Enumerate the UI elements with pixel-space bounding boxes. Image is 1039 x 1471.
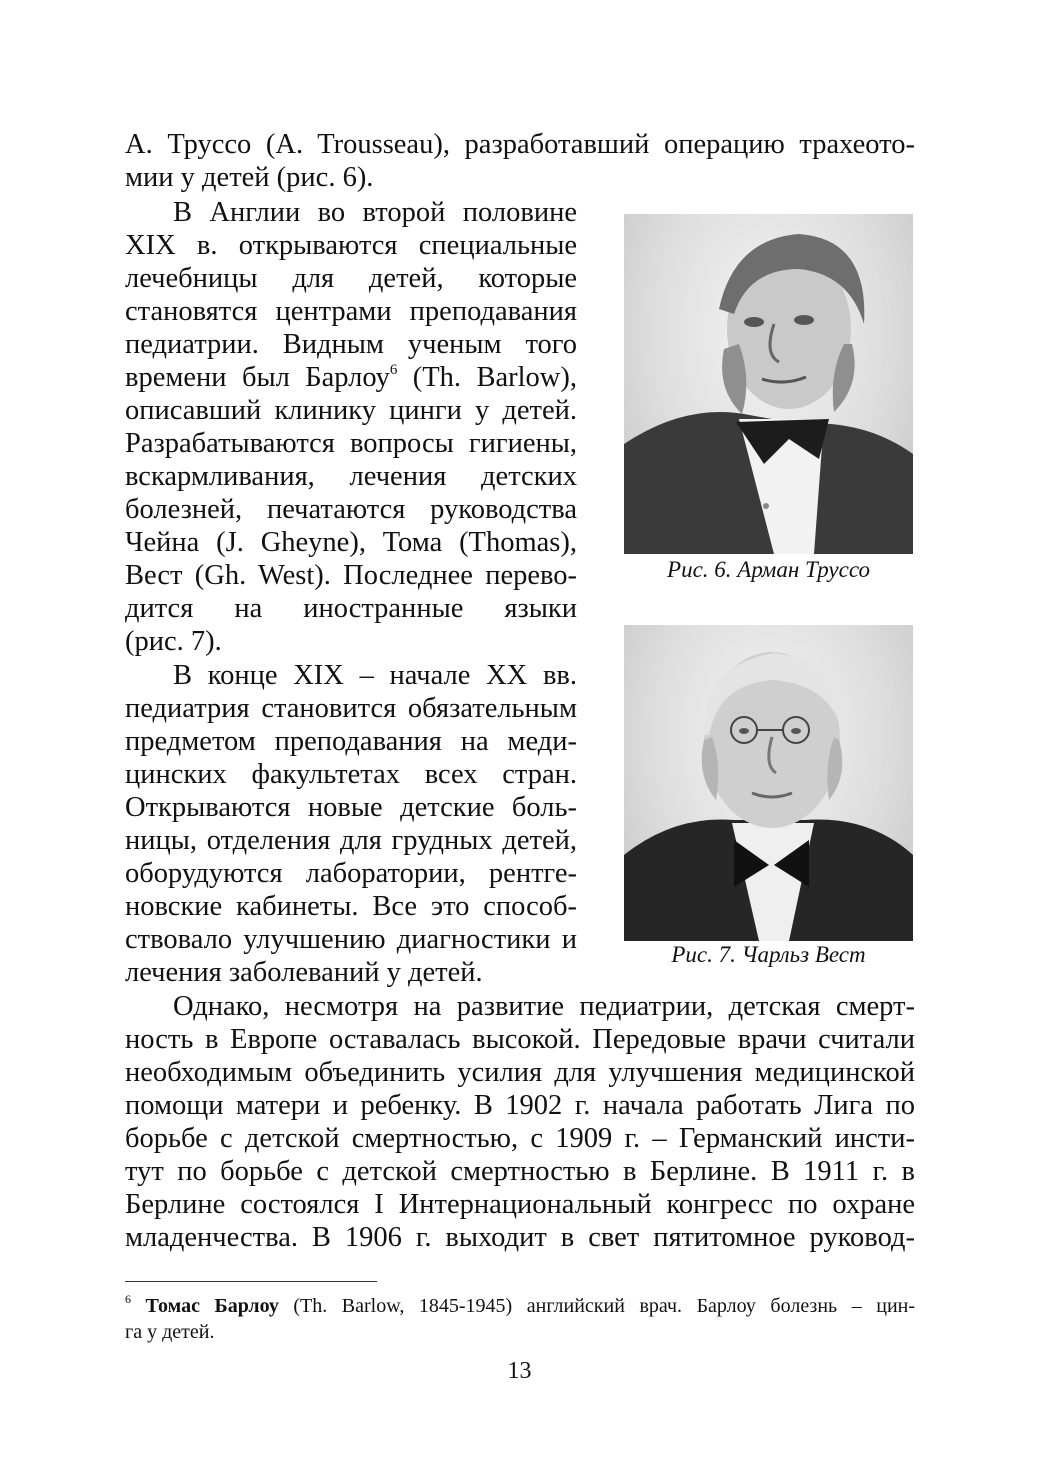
portrait-illustration — [624, 625, 913, 941]
text-line: необходимым объединить усилия для улучшения медицинской — [125, 1057, 915, 1088]
text-line — [125, 361, 577, 394]
text-line: тут по борьбе с детской смертностью в Берлине. В 1911 г. в — [125, 1156, 915, 1187]
text-line: Однако, несмотря на развитие педиатрии, детская смерт- — [173, 991, 915, 1022]
text-line: цинских факультетах всех стран. — [125, 759, 577, 790]
text-line: В Англии во второй половине — [173, 197, 577, 228]
text-line: ность в Европе оставалась высокой. Передовые врачи считали — [125, 1024, 915, 1055]
text-line: младенчества. В 1906 г. выходит в свет пятитомное руковод- — [125, 1222, 915, 1253]
text-line: Вест (Gh. West). Последнее перево- — [125, 560, 577, 591]
text-line: мии у детей (рис. 6). — [125, 162, 374, 193]
footnote-mark: 6 — [125, 1292, 131, 1306]
portrait-photo-west — [624, 625, 913, 941]
text-fragment: (Th. Barlow), — [397, 362, 577, 393]
text-line: вскармливания, лечения детских — [125, 461, 577, 492]
text-line: лечения заболеваний у детей. — [125, 957, 483, 988]
figure-6-caption: Рис. 6. Арман Труссо — [667, 557, 870, 582]
footnote-line: га у детей. — [125, 1321, 215, 1343]
text-line: борьбе с детской смертностью, с 1909 г. – Германский инсти- — [125, 1123, 915, 1154]
text-line: дится на иностранные языки — [125, 593, 577, 624]
footnote-separator — [125, 1281, 377, 1282]
text-fragment: времени был Барлоу — [125, 362, 390, 393]
text-line: описавший клинику цинги у детей. — [125, 395, 577, 426]
text-line: болезней, печатаются руководства — [125, 494, 577, 525]
footnote-reference: 6 — [389, 362, 398, 378]
text-line: XIX в. открываются специальные — [125, 230, 577, 261]
text-line: новские кабинеты. Все это способ- — [125, 891, 577, 922]
text-line: Открываются новые детские боль- — [125, 792, 577, 823]
footnote-text: (Th. Barlow, 1845-1945) английский врач. Барлоу болезнь – цин- — [278, 1295, 916, 1317]
text-line: оборудуются лаборатории, рентге- — [125, 858, 577, 889]
footnote-line — [125, 1293, 915, 1319]
text-line: ницы, отделения для грудных детей, — [125, 825, 577, 856]
text-line: предметом преподавания на меди- — [125, 726, 577, 757]
text-line: Чейна (J. Gheyne), Тома (Thomas), — [125, 527, 577, 558]
text-line: (рис. 7). — [125, 626, 222, 657]
text-line: помощи матери и ребенку. В 1902 г. начала работать Лига по — [125, 1090, 915, 1121]
text-line: Разрабатываются вопросы гигиены, — [125, 428, 577, 459]
text-line: становятся центрами преподавания — [125, 296, 577, 327]
text-line: Берлине состоялся I Интернациональный конгресс по охране — [125, 1189, 915, 1220]
portrait-photo-trousseau — [624, 214, 913, 554]
text-line: педиатрии. Видным ученым того — [125, 329, 577, 360]
text-line: В конце XIX – начале XX вв. — [173, 660, 577, 691]
footnote-name: Томас Барлоу — [145, 1295, 279, 1317]
portrait-illustration — [624, 214, 913, 554]
text-line: педиатрия становится обязательным — [125, 693, 577, 724]
figure-7-caption: Рис. 7. Чарльз Вест — [671, 942, 866, 967]
page-number: 13 — [507, 1358, 532, 1384]
text-line: лечебницы для детей, которые — [125, 263, 577, 294]
text-line: А. Труссо (A. Trousseau), разработавший операцию трахеото- — [125, 129, 915, 160]
text-line: ствовало улучшению диагностики и — [125, 924, 577, 955]
